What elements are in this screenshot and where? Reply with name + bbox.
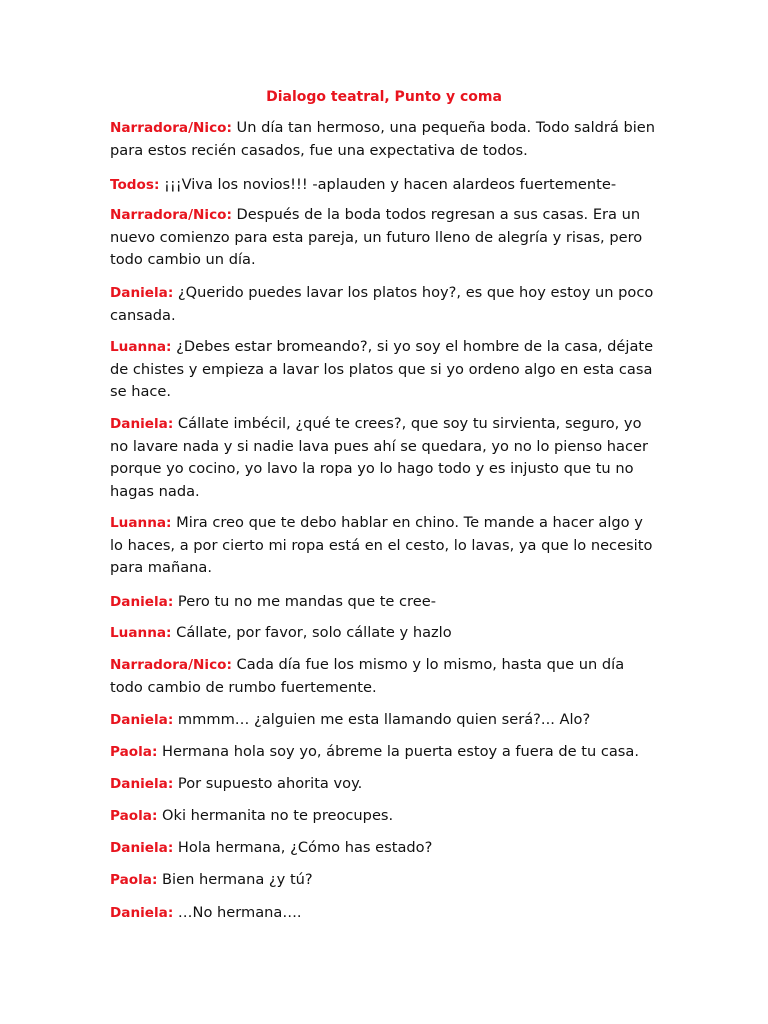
dialogue-paragraph [110, 591, 660, 614]
speaker-label: Daniela: [110, 840, 174, 856]
dialogue-text: Hola hermana, ¿Cómo has estado? [173, 839, 433, 856]
document-title: Dialogo teatral, Punto y coma [266, 89, 502, 105]
dialogue-text: Por supuesto ahorita voy. [173, 775, 363, 792]
dialogue-paragraph [110, 117, 660, 162]
dialogue-paragraph [110, 174, 660, 197]
dialogue-paragraph [110, 654, 660, 699]
dialogue-text: Un día tan hermoso, una pequeña boda. Todo saldrá bien para estos recién casados, fue una expectativa de todos. [110, 119, 656, 159]
dialogue-paragraph [110, 336, 660, 404]
speaker-label: Daniela: [110, 285, 174, 301]
dialogue-text: Cállate imbécil, ¿qué te crees?, que soy tu sirvienta, seguro, yo no lavare nada y si nadie lava pues ahí se quedara, yo no lo pienso hacer porque yo cocino, yo lavo la ropa yo lo hago todo y es injusto que tu no hagas nada. [110, 415, 648, 500]
speaker-label: Luanna: [110, 625, 172, 641]
speaker-label: Narradora/Nico: [110, 657, 232, 673]
dialogue-text: Pero tu no me mandas que te cree- [173, 593, 436, 610]
dialogue-paragraph [110, 622, 660, 645]
dialogue-text: Oki hermanita no te preocupes. [157, 807, 394, 824]
dialogue-paragraph [110, 512, 660, 580]
dialogue-text: Bien hermana ¿y tú? [157, 871, 313, 888]
dialogue-text: Hermana hola soy yo, ábreme la puerta estoy a fuera de tu casa. [157, 743, 639, 760]
speaker-label: Daniela: [110, 712, 174, 728]
dialogue-paragraph [110, 805, 660, 828]
speaker-label: Paola: [110, 808, 158, 824]
speaker-label: Daniela: [110, 594, 174, 610]
dialogue-text: Cada día fue los mismo y lo mismo, hasta que un día todo cambio de rumbo fuertemente. [110, 656, 625, 696]
dialogue-paragraph [110, 709, 660, 732]
dialogue-text: mmmm… ¿alguien me esta llamando quien será?... Alo? [173, 711, 591, 728]
speaker-label: Narradora/Nico: [110, 207, 232, 223]
dialogue-paragraph [110, 413, 660, 503]
speaker-label: Narradora/Nico: [110, 120, 232, 136]
dialogue-text: Cállate, por favor, solo cállate y hazlo [171, 624, 452, 641]
dialogue-text: ¿Querido puedes lavar los platos hoy?, es que hoy estoy un poco cansada. [110, 284, 654, 324]
speaker-label: Todos: [110, 177, 160, 193]
dialogue-text: ¡¡¡Viva los novios!!! -aplauden y hacen alardeos fuertemente- [159, 176, 617, 193]
dialogue-paragraph [110, 741, 660, 764]
speaker-label: Luanna: [110, 339, 172, 355]
speaker-label: Luanna: [110, 515, 172, 531]
speaker-label: Paola: [110, 872, 158, 888]
dialogue-paragraph [110, 837, 660, 860]
speaker-label: Daniela: [110, 905, 174, 921]
dialogue-text: Después de la boda todos regresan a sus casas. Era un nuevo comienzo para esta pareja, un futuro lleno de alegría y risas, pero todo cambio un día. [110, 206, 643, 268]
dialogue-text: ¿Debes estar bromeando?, si yo soy el hombre de la casa, déjate de chistes y empieza a lavar los platos que si yo ordeno algo en esta casa se hace. [110, 338, 654, 400]
dialogue-paragraph [110, 204, 660, 272]
dialogue-paragraph [110, 869, 660, 892]
speaker-label: Paola: [110, 744, 158, 760]
dialogue-paragraph [110, 773, 660, 796]
dialogue-text: …No hermana…. [173, 904, 302, 921]
dialogue-text: Mira creo que te debo hablar en chino. Te mande a hacer algo y lo haces, a por cierto mi ropa está en el cesto, lo lavas, ya que lo necesito para mañana. [110, 514, 653, 576]
speaker-label: Daniela: [110, 416, 174, 432]
dialogue-paragraph [110, 282, 660, 327]
dialogue-paragraph [110, 902, 660, 925]
speaker-label: Daniela: [110, 776, 174, 792]
